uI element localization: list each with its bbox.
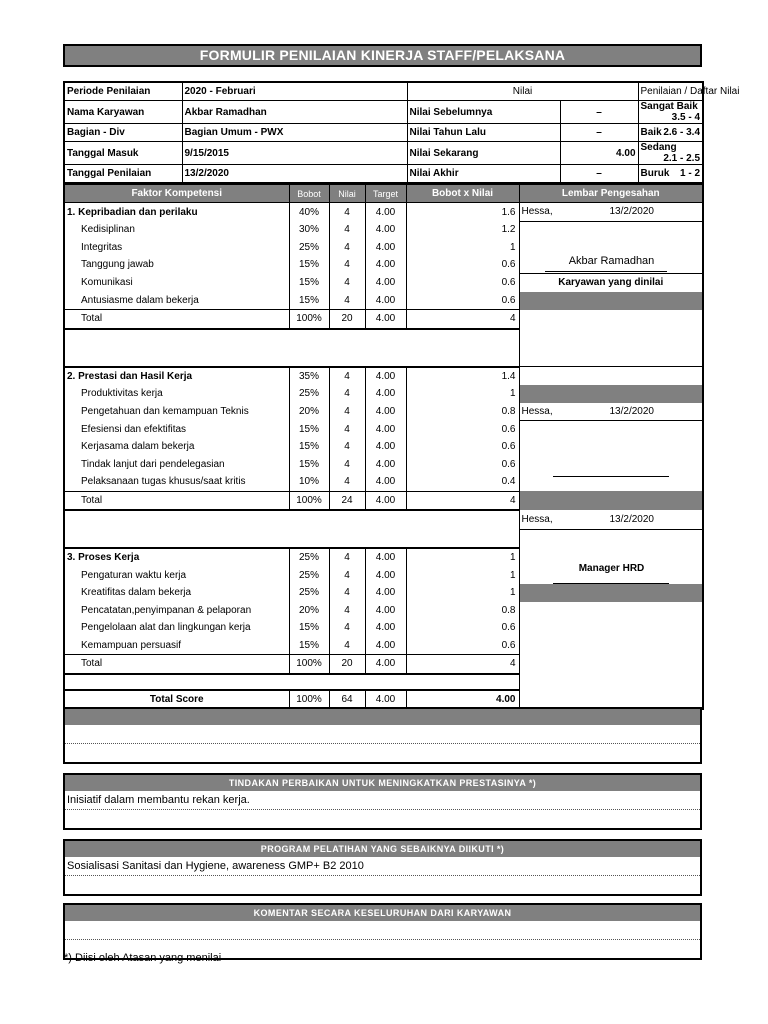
- notes-header: [65, 709, 700, 725]
- training-header: PROGRAM PELATIHAN YANG SEBAIKNYA DIIKUTI *): [65, 841, 700, 857]
- item-name: Antusiasme dalam bekerja: [64, 292, 289, 310]
- nilai-cell[interactable]: 4: [329, 567, 365, 585]
- item-name: Pengelolaan alat dan lingkungan kerja: [64, 619, 289, 637]
- nilai-cell[interactable]: 4: [329, 367, 365, 386]
- target-cell: 4.00: [365, 310, 406, 329]
- table-row: [64, 584, 703, 602]
- item-name: Tanggung jawab: [64, 256, 289, 274]
- notes-line[interactable]: [65, 725, 700, 744]
- target-cell: 4.00: [365, 421, 406, 439]
- target-cell: 4.00: [365, 619, 406, 637]
- signature-area-3[interactable]: [519, 529, 703, 584]
- bobot-cell: 35%: [289, 367, 329, 386]
- sign-place: Hessa,: [521, 513, 553, 525]
- masuk-label: Tanggal Masuk: [64, 142, 182, 165]
- nilai-cell[interactable]: 4: [329, 221, 365, 239]
- table-row: [64, 292, 703, 310]
- bxn-cell: 1.4: [406, 367, 519, 386]
- bxn-cell: 1: [406, 548, 519, 567]
- bxn-cell: 1: [406, 385, 519, 403]
- scale-range: 3.5 - 4: [671, 112, 701, 123]
- scale-range: 2.1 - 2.5: [663, 153, 701, 164]
- tahun-lalu-label: Nilai Tahun Lalu: [407, 124, 560, 142]
- signature-line-2: [553, 475, 669, 477]
- corrective-action-line[interactable]: [65, 810, 700, 828]
- bobot-cell: 20%: [289, 602, 329, 620]
- item-name: Efesiensi dan efektifitas: [64, 421, 289, 439]
- bxn-cell: 4: [406, 491, 519, 510]
- corrective-action-text[interactable]: Inisiatif dalam membantu rekan kerja.: [65, 791, 700, 810]
- bobot-cell: 10%: [289, 473, 329, 491]
- nama-label: Nama Karyawan: [64, 101, 182, 124]
- sign-empty: [519, 367, 703, 386]
- nilai-cell[interactable]: 4: [329, 239, 365, 257]
- notes-line[interactable]: [65, 744, 700, 762]
- bagian-value[interactable]: Bagian Umum - PWX: [182, 124, 407, 142]
- item-name: Produktivitas kerja: [64, 385, 289, 403]
- bobot-cell: 100%: [289, 491, 329, 510]
- nilai-cell[interactable]: 4: [329, 584, 365, 602]
- scale-row-1: [638, 124, 703, 142]
- target-cell: 4.00: [365, 292, 406, 310]
- nilai-cell: 24: [329, 491, 365, 510]
- sekarang-label: Nilai Sekarang: [407, 142, 560, 165]
- gray-band: [519, 292, 703, 310]
- bxn-cell: 0.6: [406, 438, 519, 456]
- periode-label: Periode Penilaian: [64, 82, 182, 101]
- bobot-cell: 25%: [289, 239, 329, 257]
- item-name: Pengetahuan dan kemampuan Teknis: [64, 403, 289, 421]
- table-row: [64, 602, 703, 620]
- target-cell: 4.00: [365, 256, 406, 274]
- target-cell: 4.00: [365, 221, 406, 239]
- bobot-cell: 100%: [289, 690, 329, 710]
- total-score-value: 4.00: [406, 690, 519, 710]
- employee-comment-line[interactable]: [65, 921, 700, 940]
- bobot-cell: 15%: [289, 456, 329, 474]
- nama-value[interactable]: Akbar Ramadhan: [182, 101, 407, 124]
- nilai-cell[interactable]: 4: [329, 602, 365, 620]
- bobot-cell: 25%: [289, 385, 329, 403]
- item-name: Integritas: [64, 239, 289, 257]
- table-row: [64, 403, 703, 421]
- penilaian-label: Tanggal Penilaian: [64, 165, 182, 184]
- bxn-cell: 0.8: [406, 403, 519, 421]
- bxn-cell: 0.8: [406, 602, 519, 620]
- header-nilai: Nilai: [329, 184, 365, 203]
- bxn-cell: 1.6: [406, 203, 519, 222]
- sign-date: 13/2/2020: [609, 513, 654, 525]
- nilai-cell[interactable]: 4: [329, 456, 365, 474]
- sign-place-date-3: [519, 510, 703, 529]
- bxn-cell: 0.6: [406, 256, 519, 274]
- bxn-cell: 1: [406, 239, 519, 257]
- target-cell: 4.00: [365, 690, 406, 710]
- sign-place-date-2: [519, 403, 703, 421]
- signer-name-1: Akbar Ramadhan: [568, 255, 655, 267]
- item-name: Kerjasama dalam bekerja: [64, 438, 289, 456]
- item-name: Komunikasi: [64, 274, 289, 292]
- header-bobot: Bobot: [289, 184, 329, 203]
- nilai-cell[interactable]: 4: [329, 292, 365, 310]
- periode-value[interactable]: 2020 - Februari: [182, 82, 407, 101]
- table-row: [64, 385, 703, 403]
- sebelumnya-label: Nilai Sebelumnya: [407, 101, 560, 124]
- bobot-cell: 100%: [289, 655, 329, 674]
- signature-line-1: [545, 271, 667, 272]
- scale-row-3: [638, 165, 703, 184]
- bobot-cell: 15%: [289, 619, 329, 637]
- nilai-cell[interactable]: 4: [329, 403, 365, 421]
- scale-label: Baik: [640, 127, 662, 138]
- bobot-cell: 25%: [289, 548, 329, 567]
- target-cell: 4.00: [365, 473, 406, 491]
- nilai-cell[interactable]: 4: [329, 421, 365, 439]
- sign-place: Hessa,: [521, 405, 553, 417]
- sign-empty: [519, 602, 703, 690]
- nilai-cell[interactable]: 4: [329, 548, 365, 567]
- training-text[interactable]: Sosialisasi Sanitasi dan Hygiene, awareness GMP+ B2 2010: [65, 857, 700, 876]
- sign-place-date-1: [519, 203, 703, 222]
- target-cell: 4.00: [365, 602, 406, 620]
- gray-band: [519, 491, 703, 510]
- item-name: Kreatifitas dalam bekerja: [64, 584, 289, 602]
- header-target: Target: [365, 184, 406, 203]
- signer-role-3: Manager HRD: [578, 563, 645, 574]
- table-row: [64, 367, 703, 386]
- item-name: Pelaksanaan tugas khusus/saat kritis: [64, 473, 289, 491]
- scale-label: Sedang: [640, 142, 677, 153]
- notes-panel: [63, 707, 702, 764]
- bobot-cell: 100%: [289, 310, 329, 329]
- info-table: [63, 81, 740, 184]
- bxn-cell: 0.6: [406, 619, 519, 637]
- masuk-value[interactable]: 9/15/2015: [182, 142, 407, 165]
- scale-label: Sangat Baik: [640, 101, 698, 112]
- table-row-total: [64, 310, 703, 329]
- nilai-cell[interactable]: 4: [329, 385, 365, 403]
- bobot-cell: 15%: [289, 637, 329, 655]
- nilai-cell[interactable]: 4: [329, 637, 365, 655]
- target-cell: 4.00: [365, 385, 406, 403]
- table-row: [64, 274, 703, 292]
- header-pengesahan: Lembar Pengesahan: [519, 184, 703, 203]
- signature-area-1b: [519, 310, 703, 367]
- section-title: 1. Kepribadian dan perilaku: [64, 203, 289, 222]
- target-cell: 4.00: [365, 567, 406, 585]
- tahun-lalu-value[interactable]: –: [560, 124, 638, 142]
- bobot-cell: 25%: [289, 584, 329, 602]
- employee-comment-header: KOMENTAR SECARA KESELURUHAN DARI KARYAWAN: [65, 905, 700, 921]
- bobot-cell: 25%: [289, 567, 329, 585]
- item-name: Tindak lanjut dari pendelegasian: [64, 456, 289, 474]
- item-name: Pengaturan waktu kerja: [64, 567, 289, 585]
- bobot-cell: 15%: [289, 438, 329, 456]
- nilai-cell[interactable]: 4: [329, 256, 365, 274]
- spacer: [64, 329, 519, 348]
- bxn-cell: 0.6: [406, 274, 519, 292]
- bxn-cell: 0.6: [406, 421, 519, 439]
- bxn-cell: 0.6: [406, 456, 519, 474]
- item-name: Pencatatan,penyimpanan & pelaporan: [64, 602, 289, 620]
- bxn-cell: 4: [406, 310, 519, 329]
- item-name: Kedisiplinan: [64, 221, 289, 239]
- bobot-cell: 40%: [289, 203, 329, 222]
- target-cell: 4.00: [365, 274, 406, 292]
- header-faktor: Faktor Kompetensi: [64, 184, 289, 203]
- scale-row-0: [638, 101, 703, 124]
- nilai-cell: 20: [329, 310, 365, 329]
- bxn-cell: 0.6: [406, 637, 519, 655]
- total-label: Total: [64, 491, 289, 510]
- signature-area-2[interactable]: [519, 421, 703, 492]
- nilai-cell[interactable]: 4: [329, 619, 365, 637]
- target-cell: 4.00: [365, 239, 406, 257]
- sign-place: Hessa,: [521, 206, 553, 218]
- scale-range: 2.6 - 3.4: [663, 127, 701, 138]
- daftar-header: Penilaian / Daftar Nilai: [638, 82, 703, 101]
- bxn-cell: 0.4: [406, 473, 519, 491]
- bagian-label: Bagian - Div: [64, 124, 182, 142]
- signer-role-1: Karyawan yang dinilai: [519, 274, 703, 292]
- total-label: Total: [64, 310, 289, 329]
- spacer: [64, 674, 519, 690]
- sign-date: 13/2/2020: [609, 405, 654, 417]
- spacer: [64, 510, 519, 529]
- nilai-header: Nilai: [407, 82, 638, 101]
- bobot-cell: 15%: [289, 421, 329, 439]
- form-title: FORMULIR PENILAIAN KINERJA STAFF/PELAKSANA: [63, 44, 702, 67]
- footnote: *) Diisi oleh Atasan yang menilai: [64, 952, 222, 964]
- total-label: Total: [64, 655, 289, 674]
- scale-label: Buruk: [640, 168, 670, 179]
- bxn-cell: 1.2: [406, 221, 519, 239]
- corrective-action-header: TINDAKAN PERBAIKAN UNTUK MENINGKATKAN PRESTASINYA *): [65, 775, 700, 791]
- bobot-cell: 30%: [289, 221, 329, 239]
- spacer: [64, 529, 519, 548]
- table-row: [64, 221, 703, 239]
- nilai-cell[interactable]: 4: [329, 438, 365, 456]
- training-panel: [63, 839, 702, 896]
- spacer: [64, 348, 519, 367]
- akhir-value[interactable]: –: [560, 165, 638, 184]
- bxn-cell: 4: [406, 655, 519, 674]
- section-title: 2. Prestasi dan Hasil Kerja: [64, 367, 289, 386]
- target-cell: 4.00: [365, 203, 406, 222]
- table-row-total: [64, 491, 703, 510]
- header-bobot-x-nilai: Bobot x Nilai: [406, 184, 519, 203]
- sebelumnya-value[interactable]: –: [560, 101, 638, 124]
- target-cell: 4.00: [365, 548, 406, 567]
- gray-band: [519, 385, 703, 403]
- penilaian-value[interactable]: 13/2/2020: [182, 165, 407, 184]
- table-row: [64, 421, 703, 439]
- corrective-action-panel: [63, 773, 702, 830]
- nilai-cell[interactable]: 4: [329, 274, 365, 292]
- target-cell: 4.00: [365, 438, 406, 456]
- scale-range: 1 - 2: [680, 168, 701, 179]
- target-cell: 4.00: [365, 403, 406, 421]
- target-cell: 4.00: [365, 655, 406, 674]
- bobot-cell: 15%: [289, 256, 329, 274]
- training-line[interactable]: [65, 876, 700, 894]
- nilai-cell[interactable]: 4: [329, 203, 365, 222]
- scale-row-2: [638, 142, 703, 165]
- target-cell: 4.00: [365, 584, 406, 602]
- item-name: Kemampuan persuasif: [64, 637, 289, 655]
- bxn-cell: 0.6: [406, 292, 519, 310]
- bobot-cell: 15%: [289, 292, 329, 310]
- nilai-cell[interactable]: 4: [329, 473, 365, 491]
- nilai-cell: 20: [329, 655, 365, 674]
- sekarang-value[interactable]: 4.00: [560, 142, 638, 165]
- bxn-cell: 1: [406, 567, 519, 585]
- target-cell: 4.00: [365, 491, 406, 510]
- sign-date: 13/2/2020: [609, 206, 654, 218]
- bobot-cell: 15%: [289, 274, 329, 292]
- bobot-cell: 20%: [289, 403, 329, 421]
- gray-band: [519, 584, 703, 602]
- section-title: 3. Proses Kerja: [64, 548, 289, 567]
- table-row: [64, 203, 703, 222]
- table-header-row: [64, 184, 703, 203]
- target-cell: 4.00: [365, 637, 406, 655]
- nilai-cell: 64: [329, 690, 365, 710]
- bxn-cell: 1: [406, 584, 519, 602]
- akhir-label: Nilai Akhir: [407, 165, 560, 184]
- target-cell: 4.00: [365, 456, 406, 474]
- target-cell: 4.00: [365, 367, 406, 386]
- total-score-label: Total Score: [64, 690, 289, 710]
